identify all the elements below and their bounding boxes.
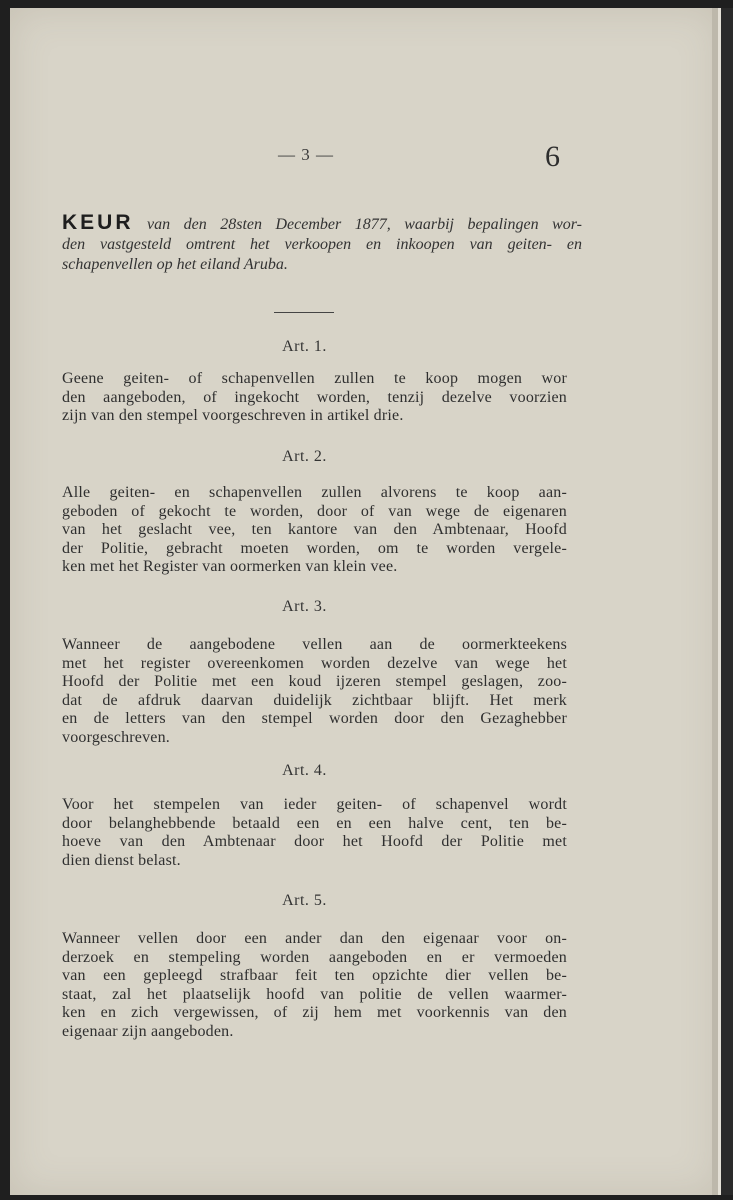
- body-line: der Politie, gebracht moeten worden, om te worden vergele-: [62, 539, 567, 557]
- body-line: ken met het Register van oormerken van klein vee.: [62, 558, 398, 575]
- article-body: [62, 484, 567, 577]
- body-line: ken en zich vergewissen, of zij hem met voorkennis van den: [62, 1004, 567, 1021]
- article-body: [62, 796, 567, 870]
- body-line: geboden of gekocht te worden, door of van wege de eigenaren: [62, 502, 567, 520]
- title-line: den vastgesteld omtrent het verkoopen en inkoopen van geiten- en: [62, 236, 582, 253]
- book-gutter: [721, 8, 733, 1195]
- body-line: den aangeboden, of ingekocht worden, tenzij dezelve voorzien: [62, 388, 567, 406]
- body-line: Wanneer vellen door een ander dan den eigenaar voor on-: [62, 930, 567, 947]
- article-heading: Art. 3.: [282, 598, 327, 615]
- article-heading: Art. 2.: [282, 448, 327, 465]
- document-title: [62, 213, 582, 275]
- separator-rule: [274, 312, 334, 313]
- article-heading: Art. 4.: [282, 762, 327, 779]
- body-line: Geene geiten- of schapenvellen zullen te koop mogen wor: [62, 370, 567, 387]
- article-heading: Art. 5.: [282, 892, 327, 909]
- title-lead: KEUR: [62, 211, 134, 234]
- body-line: Wanneer de aangebodene vellen aan de oormerkteekens: [62, 636, 567, 653]
- body-line: voorgeschreven.: [62, 728, 170, 746]
- article-heading: Art. 1.: [282, 338, 327, 355]
- body-line: Hoofd der Politie met een koud ijzeren stempel geslagen, zoo-: [62, 673, 567, 690]
- page-folio: — 3 —: [278, 145, 334, 164]
- title-line: schapenvellen op het eiland Aruba.: [62, 256, 288, 273]
- article-body: [62, 930, 567, 1041]
- article-body: [62, 636, 567, 747]
- body-line: van een gepleegd strafbaar feit ten opzichte dier vellen be-: [62, 967, 567, 984]
- body-line: met het register overeenkomen worden dezelve van wege het: [62, 654, 567, 672]
- body-line: en de letters van den stempel worden door den Gezaghebber: [62, 710, 567, 727]
- body-line: dat de afdruk daarvan duidelijk zichtbaar blijft. Het merk: [62, 691, 567, 709]
- body-line: dien dienst belast.: [62, 851, 181, 869]
- article-body: [62, 370, 567, 426]
- page-number: 6: [545, 140, 561, 173]
- body-line: hoeve van den Ambtenaar door het Hoofd der Politie met: [62, 833, 567, 850]
- body-line: door belanghebbende betaald een en een halve cent, ten be-: [62, 814, 567, 832]
- body-line: zijn van den stempel voorgeschreven in artikel drie.: [62, 407, 404, 424]
- body-line: eigenaar zijn aangeboden.: [62, 1022, 234, 1040]
- title-line: van den 28sten December 1877, waarbij bepalingen wor-: [147, 216, 582, 233]
- body-line: derzoek en stempeling worden aangeboden en er vermoeden: [62, 948, 567, 966]
- body-line: staat, zal het plaatselijk hoofd van politie de vellen waarmer-: [62, 985, 567, 1003]
- body-line: Alle geiten- en schapenvellen zullen alvorens te koop aan-: [62, 484, 567, 501]
- body-line: Voor het stempelen van ieder geiten- of schapenvel wordt: [62, 796, 567, 813]
- body-line: van het geslacht vee, ten kantore van den Ambtenaar, Hoofd: [62, 521, 567, 538]
